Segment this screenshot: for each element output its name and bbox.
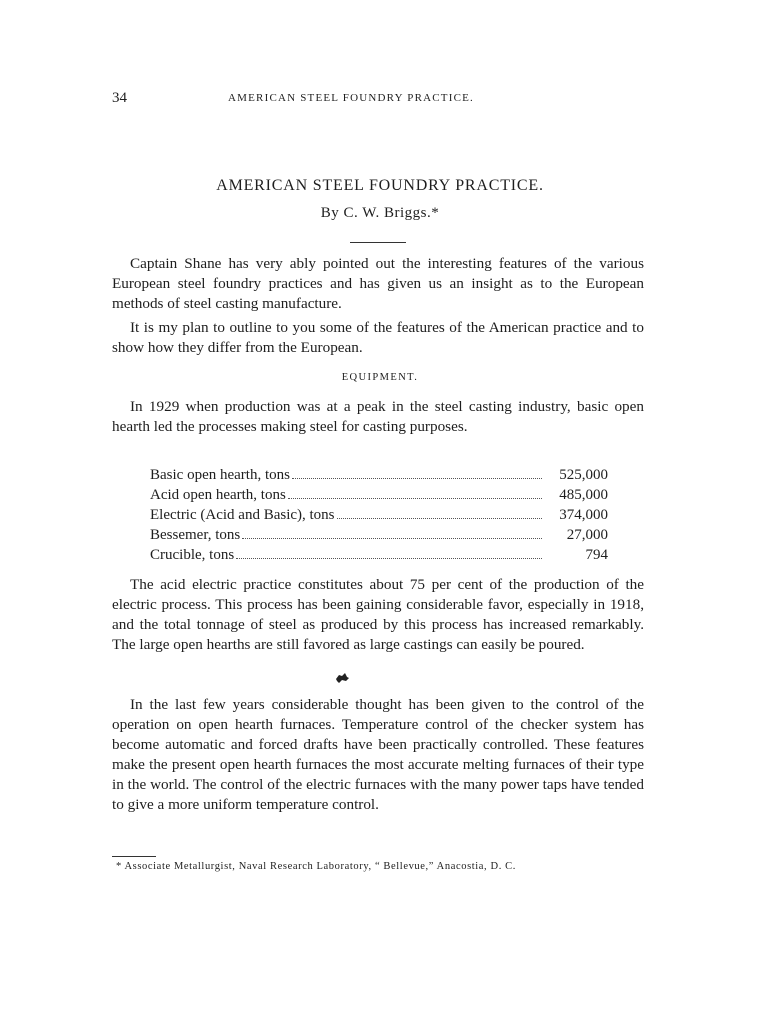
production-label: Crucible, tons — [150, 547, 235, 563]
production-label: Electric (Acid and Basic), tons — [150, 507, 335, 523]
production-table — [150, 465, 608, 565]
production-value: 794 — [585, 547, 608, 563]
page-number: 34 — [112, 90, 127, 106]
production-label: Acid open hearth, tons — [150, 487, 286, 503]
article-title: AMERICAN STEEL FOUNDRY PRACTICE. — [216, 177, 544, 194]
article-byline: By C. W. Briggs.* — [320, 205, 440, 221]
production-value: 27,000 — [566, 527, 608, 543]
running-title: AMERICAN STEEL FOUNDRY PRACTICE. — [228, 92, 474, 104]
leader-dots — [236, 557, 542, 559]
footnote: * Associate Metallurgist, Naval Research Laboratory, “ Bellevue,” Anacostia, D. C. — [116, 861, 516, 872]
production-label: Bessemer, tons — [150, 527, 241, 543]
paragraph-production: In 1929 when production was at a peak in the steel casting industry, basic open hearth led the processes making steel for casting purposes. — [112, 398, 644, 435]
leader-dots — [337, 517, 542, 519]
section-heading-equipment: EQUIPMENT. — [341, 372, 419, 383]
title-divider — [350, 242, 406, 243]
production-row — [150, 505, 608, 525]
production-row — [150, 485, 608, 505]
production-row — [150, 525, 608, 545]
leader-dots — [288, 497, 542, 499]
production-value: 374,000 — [559, 507, 608, 523]
ink-blot — [334, 672, 350, 684]
footnote-divider — [112, 856, 156, 857]
leader-dots — [292, 477, 542, 479]
production-row — [150, 545, 608, 565]
production-label: Basic open hearth, tons — [150, 467, 290, 483]
paragraph-acid-electric: The acid electric practice constitutes about 75 per cent of the production of the electric process. This process has been gaining considerable favor, especially in 1918, and the total tonnage of steel as produced by this process has increased remarkably. The large open hearths are still favored as large castings can easily be poured. — [112, 576, 644, 653]
paragraph-open-hearth-control: In the last few years considerable thought has been given to the control of the operation on open hearth furnaces. Temperature control of the checker system has become automatic and forced drafts have been practically controlled. These features make the present open hearth furnaces the most accurate melting furnaces of their type in the world. The control of the electric furnaces with the many power taps have tended to give a more uniform temperature control. — [112, 696, 644, 813]
leader-dots — [242, 537, 542, 539]
production-value: 525,000 — [559, 467, 608, 483]
production-value: 485,000 — [559, 487, 608, 503]
paragraph-intro: Captain Shane has very ably pointed out the interesting features of the various European steel foundry practices and has given us an insight as to the European methods of steel casting manufacture. — [112, 255, 644, 312]
running-head — [112, 90, 648, 110]
paragraph-plan: It is my plan to outline to you some of the features of the American practice and to show how they differ from the European. — [112, 319, 644, 356]
production-row — [150, 465, 608, 485]
